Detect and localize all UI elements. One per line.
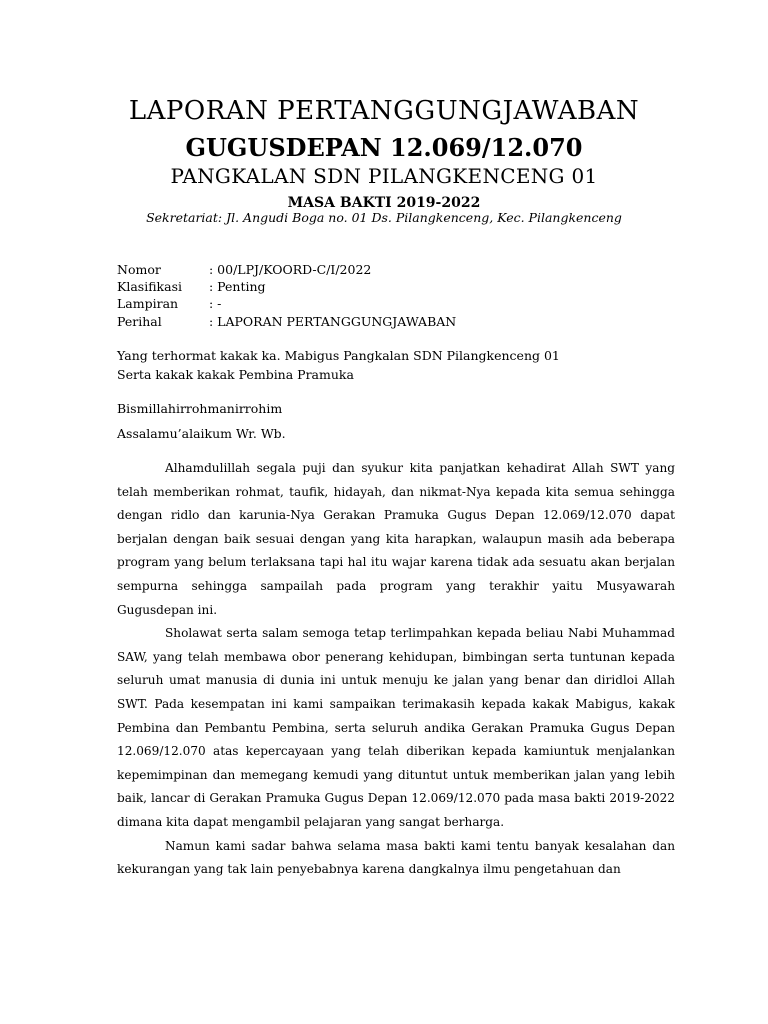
body-paragraph: Alhamdulillah segala puji dan syukur kita panjatkan kehadirat Allah SWT yang telah memberikan rohmat, taufik, hidayah, dan nikmat-Nya kepada kita semua sehingga dengan ridlo dan karunia-Nya Gerakan Pramuka Gugus Depan 12.069/12.070 dapat berjalan dengan baik sesuai dengan yang kita harapkan, walaupun masih ada beberapa program yang belum terlaksana tapi hal itu wajar karena tidak ada sesuatu akan berjalan sempurna sehingga sampailah pada program yang terakhir yaitu Musyawarah Gugusdepan ini. xyxy=(117,461,675,617)
report-title: LAPORAN PERTANGGUNGJAWABAN xyxy=(128,96,640,126)
meta-row-nomor xyxy=(117,262,371,277)
body-paragraph: Sholawat serta salam semoga tetap terlimpahkan kepada beliau Nabi Muhammad SAW, yang telah membawa obor penerang kehidupan, bimbingan serta tuntunan kepada seluruh umat manusia di dunia ini untuk menuju ke jalan yang benar dan diridloi Allah SWT. Pada kesempatan ini kami sampaikan terimakasih kepada kakak Mabigus, kakak Pembina dan Pembantu Pembina, serta seluruh andika Gerakan Pramuka Gugus Depan 12.069/12.070 atas kepercayaan yang telah diberikan kepada kamiuntuk menjalankan kepemimpinan dan memegang kemudi yang dituntut untuk memberikan jalan yang lebih baik, lancar di Gerakan Pramuka Gugus Depan 12.069/12.070 pada masa bakti 2019-2022 dimana kita dapat mengambil pelajaran yang sangat berharga. xyxy=(117,626,675,829)
greeting-basmalah: Bismillahirrohmanirrohim xyxy=(117,401,283,416)
meta-row-lampiran xyxy=(117,296,221,311)
masa-bakti-title: MASA BAKTI 2019-2022 xyxy=(287,195,481,211)
meta-value: : - xyxy=(209,296,222,311)
meta-value: : LAPORAN PERTANGGUNGJAWABAN xyxy=(209,314,457,329)
address-line-2: Serta kakak kakak Pembina Pramuka xyxy=(117,367,354,382)
meta-row-klasifikasi xyxy=(117,279,266,294)
secretariat-address: Sekretariat: Jl. Angudi Boga no. 01 Ds. Pilangkenceng, Kec. Pilangkenceng xyxy=(146,210,622,225)
pangkalan-title: PANGKALAN SDN PILANGKENCENG 01 xyxy=(170,164,598,188)
letter-body xyxy=(117,457,675,882)
meta-label: Lampiran xyxy=(117,296,179,311)
meta-label: Nomor xyxy=(117,262,161,277)
body-paragraph: Namun kami sadar bahwa selama masa bakti kami tentu banyak kesalahan dan kekurangan yang tak lain penyebabnya karena dangkalnya ilmu pengetahuan dan xyxy=(117,838,675,877)
address-line-1: Yang terhormat kakak ka. Mabigus Pangkalan SDN Pilangkenceng 01 xyxy=(117,348,560,363)
meta-label: Klasifikasi xyxy=(117,279,182,294)
greeting-salam: Assalamu’alaikum Wr. Wb. xyxy=(117,426,286,441)
gugusdepan-title: GUGUSDEPAN 12.069/12.070 xyxy=(185,133,583,162)
meta-row-perihal xyxy=(117,314,456,329)
meta-value: : Penting xyxy=(209,279,266,294)
meta-label: Perihal xyxy=(117,314,162,329)
meta-value: : 00/LPJ/KOORD-C/I/2022 xyxy=(209,262,372,277)
